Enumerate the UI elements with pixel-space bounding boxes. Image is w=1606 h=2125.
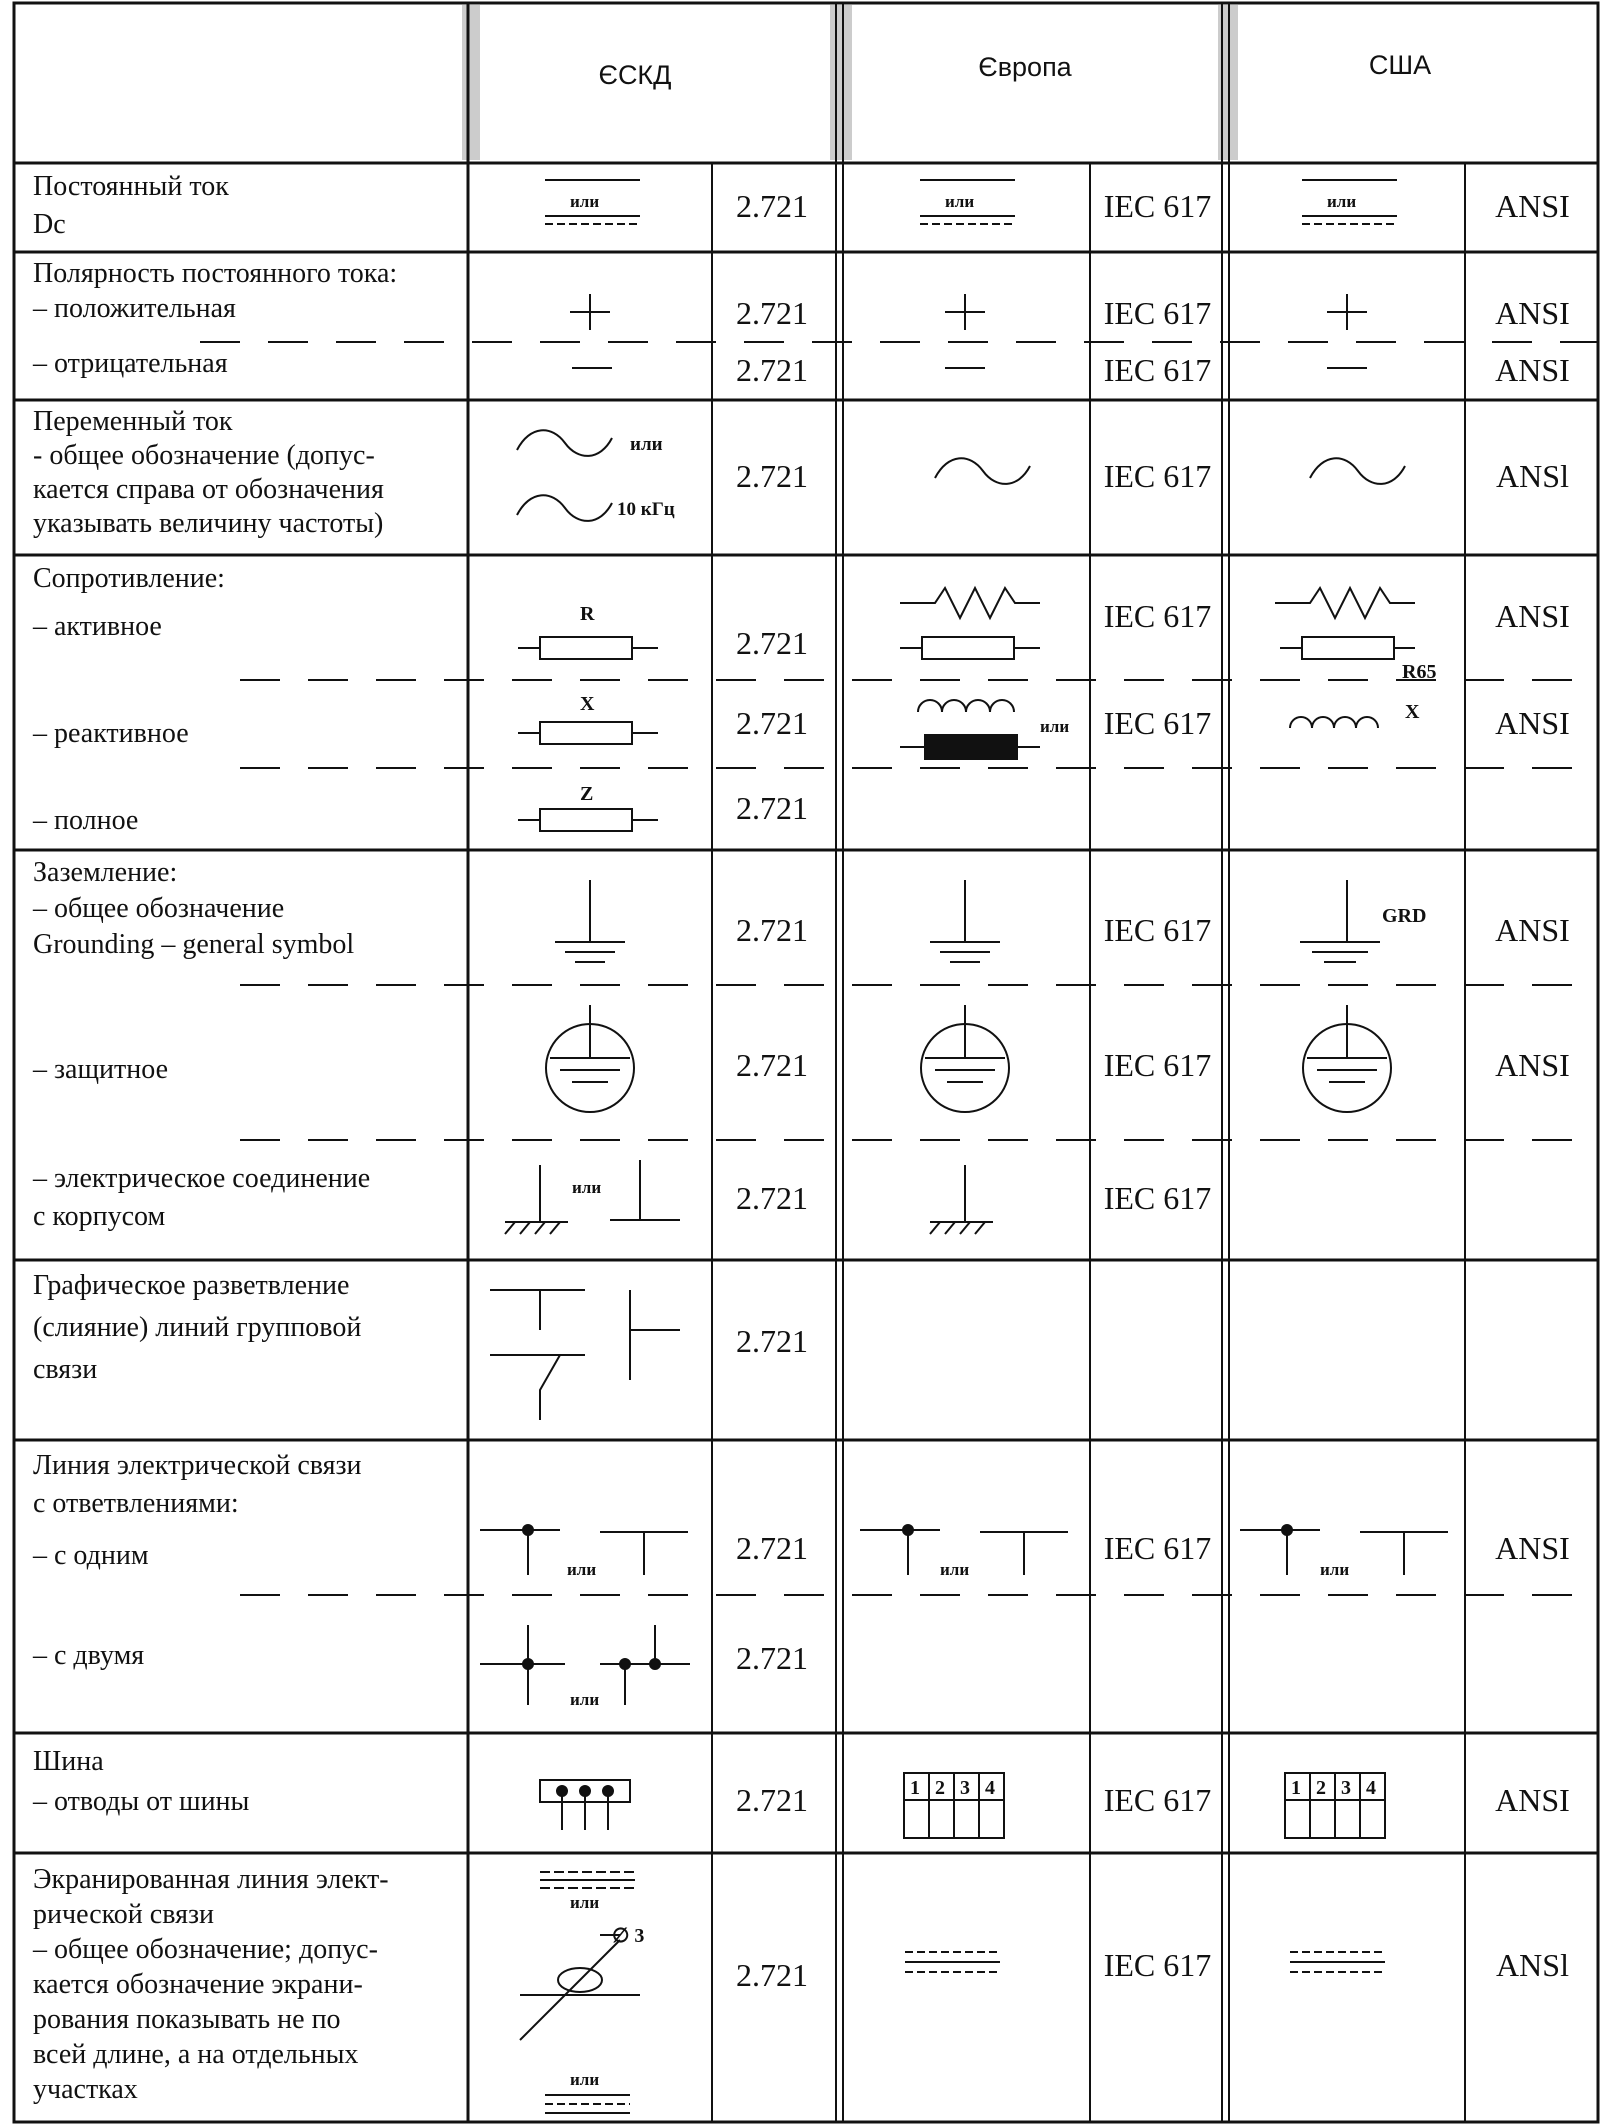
row-dc-label: Постоянный ток Dc: [33, 171, 229, 240]
grd-label-usa: GRD: [1382, 905, 1427, 927]
label-x-eskd: X: [580, 693, 595, 715]
row-resistance-full: – полное: [33, 805, 139, 836]
ac-symbol-eskd-2: [517, 495, 612, 521]
bus-tap-europe-4: 4: [985, 1777, 995, 1799]
row-polarity-positive: – положительная: [33, 293, 236, 324]
std-eskd-protective: 2.721: [736, 1047, 808, 1083]
protective-ground-eskd: [546, 1005, 634, 1112]
zigzag-resistor-europe: [900, 588, 1040, 618]
or-label-chassis: или: [572, 1178, 602, 1197]
or-label-dc-europe: или: [945, 192, 975, 211]
row-resistance-title: Сопротивление:: [33, 563, 225, 594]
std-usa-ac: ANSl: [1496, 458, 1569, 494]
protective-ground-europe: [921, 1005, 1009, 1112]
row-branch-line-label: Линия электрической связи с ответвлениями:: [33, 1450, 362, 1519]
or-label-ac: или: [630, 434, 663, 455]
std-usa-protective: ANSI: [1495, 1047, 1570, 1083]
std-eskd-shielded: 2.721: [736, 1957, 808, 1993]
shielded-symbol-eskd-top: [540, 1872, 635, 1888]
shielded-symbol-usa: [1290, 1952, 1385, 1972]
or-label-branch-usa: или: [1320, 1560, 1350, 1579]
resistor-usa: [1280, 637, 1415, 659]
std-eskd-ac: 2.721: [736, 458, 808, 494]
diameter-label: ∅ 3: [612, 1925, 645, 1947]
row-resistance-reactive: – реактивное: [33, 718, 189, 749]
std-usa-branch-one: ANSI: [1495, 1530, 1570, 1566]
std-usa-positive: ANSI: [1495, 295, 1570, 331]
zigzag-resistor-usa: [1275, 588, 1415, 618]
label-r-eskd: R: [580, 603, 595, 625]
or-label-shielded-2: или: [570, 2070, 600, 2089]
plus-symbol-eskd: [570, 294, 610, 330]
std-usa-bus: ANSI: [1495, 1782, 1570, 1818]
row-branch-two: – с двумя: [33, 1640, 145, 1671]
std-europe-positive: IEC 617: [1103, 295, 1212, 331]
bus-tap-usa-2: 2: [1316, 1777, 1326, 1799]
row-ground-label: Заземление: – общее обозначение Grounding – general symbol: [33, 857, 355, 960]
shielded-symbol-europe: [905, 1952, 1000, 1972]
plus-symbol-europe: [945, 294, 985, 330]
row-resistance-active: – активное: [33, 611, 162, 642]
resistor-x-eskd: [518, 722, 658, 744]
shielded-symbol-eskd-partial: [520, 1935, 640, 2040]
ac-symbol-eskd-1: [517, 430, 612, 456]
std-europe-protective: IEC 617: [1103, 1047, 1212, 1083]
std-europe-ground: IEC 617: [1103, 912, 1212, 948]
ground-symbol-europe: [930, 880, 1000, 962]
header-europe: Європа: [978, 52, 1072, 82]
or-label-dc-usa: или: [1327, 192, 1357, 211]
reactor-filled-europe: [900, 735, 1040, 759]
plus-symbol-usa: [1327, 294, 1367, 330]
row-polarity-negative: – отрицательная: [33, 348, 228, 379]
std-europe-ac: IEC 617: [1103, 458, 1212, 494]
or-label-reactive-europe: или: [1040, 717, 1070, 736]
std-europe-branch-one: IEC 617: [1103, 1530, 1212, 1566]
row-shielded-label: Экранированная линия элект- рической связи – общее обозначение; допус- кается обозначение экрани- рования показывать не по всей длине, а на отдельных участках: [33, 1864, 389, 2105]
std-eskd-active: 2.721: [736, 625, 808, 661]
std-usa-negative: ANSI: [1495, 352, 1570, 388]
std-eskd-branch-graphic: 2.721: [736, 1323, 808, 1359]
std-eskd-ground: 2.721: [736, 912, 808, 948]
std-eskd-negative: 2.721: [736, 352, 808, 388]
ground-symbol-usa: [1300, 880, 1380, 962]
row-ac-label: Переменный ток - общее обозначение (допус- кается справа от обозначения указывать величину частоты): [33, 406, 384, 539]
std-usa-shielded: ANSl: [1496, 1947, 1569, 1983]
chassis-symbol-europe: [930, 1165, 993, 1234]
bus-tap-europe-1: 1: [910, 1777, 920, 1799]
header-usa: США: [1368, 50, 1432, 80]
std-eskd-reactive: 2.721: [736, 705, 808, 741]
std-eskd-chassis: 2.721: [736, 1180, 808, 1216]
label-r65-usa: R65: [1402, 661, 1437, 683]
bus-tap-europe-3: 3: [960, 1777, 970, 1799]
ground-symbol-eskd: [555, 880, 625, 962]
or-label-branch-eskd: или: [567, 1560, 597, 1579]
branch-graphic-symbol: [490, 1290, 680, 1420]
std-europe-negative: IEC 617: [1103, 352, 1212, 388]
resistor-europe: [900, 637, 1040, 659]
or-label-branch-two: или: [570, 1690, 600, 1709]
header-eskd: ЄСКД: [598, 60, 672, 90]
std-eskd-bus: 2.721: [736, 1782, 808, 1818]
or-label-shielded-1: или: [570, 1893, 600, 1912]
bus-tap-usa-3: 3: [1341, 1777, 1351, 1799]
std-europe-dc: IEC 617: [1103, 188, 1212, 224]
row-branch-one: – с одним: [33, 1540, 149, 1571]
inductor-usa: [1290, 717, 1378, 728]
resistor-r-eskd: [518, 637, 658, 659]
inductor-europe: [918, 700, 1014, 712]
freq-label-ac: 10 кГц: [617, 499, 675, 520]
std-usa-active: ANSI: [1495, 598, 1570, 634]
or-label-dc-eskd: или: [570, 192, 600, 211]
std-eskd-positive: 2.721: [736, 295, 808, 331]
std-usa-ground: ANSI: [1495, 912, 1570, 948]
std-eskd-branch-two: 2.721: [736, 1640, 808, 1676]
row-bus-label: Шина – отводы от шины: [33, 1746, 250, 1817]
row-ground-protective: – защитное: [33, 1054, 169, 1085]
bus-symbol-eskd: [540, 1780, 630, 1830]
std-europe-active: IEC 617: [1103, 598, 1212, 634]
std-eskd-dc: 2.721: [736, 188, 808, 224]
std-eskd-full: 2.721: [736, 790, 808, 826]
row-branch-graphic-label: Графическое разветвление (слияние) линий групповой связи: [33, 1270, 362, 1385]
shielded-symbol-eskd-bottom: [545, 2095, 630, 2113]
bus-tap-usa-4: 4: [1366, 1777, 1376, 1799]
bus-tap-usa-1: 1: [1291, 1777, 1301, 1799]
or-label-branch-europe: или: [940, 1560, 970, 1579]
std-europe-reactive: IEC 617: [1103, 705, 1212, 741]
chassis-symbol-eskd: [505, 1160, 680, 1234]
protective-ground-usa: [1303, 1005, 1391, 1112]
std-europe-chassis: IEC 617: [1103, 1180, 1212, 1216]
ac-symbol-usa: [1310, 458, 1405, 484]
resistor-z-eskd: [518, 809, 658, 831]
row-ground-chassis: – электрическое соединение с корпусом: [33, 1163, 371, 1232]
row-polarity-title: Полярность постоянного тока:: [33, 258, 398, 289]
bus-tap-europe-2: 2: [935, 1777, 945, 1799]
ac-symbol-europe: [935, 458, 1030, 484]
label-x-usa: X: [1405, 701, 1420, 723]
std-europe-bus: IEC 617: [1103, 1782, 1212, 1818]
std-eskd-branch-one: 2.721: [736, 1530, 808, 1566]
std-usa-reactive: ANSI: [1495, 705, 1570, 741]
std-europe-shielded: IEC 617: [1103, 1947, 1212, 1983]
label-z-eskd: Z: [580, 783, 594, 805]
std-usa-dc: ANSI: [1495, 188, 1570, 224]
